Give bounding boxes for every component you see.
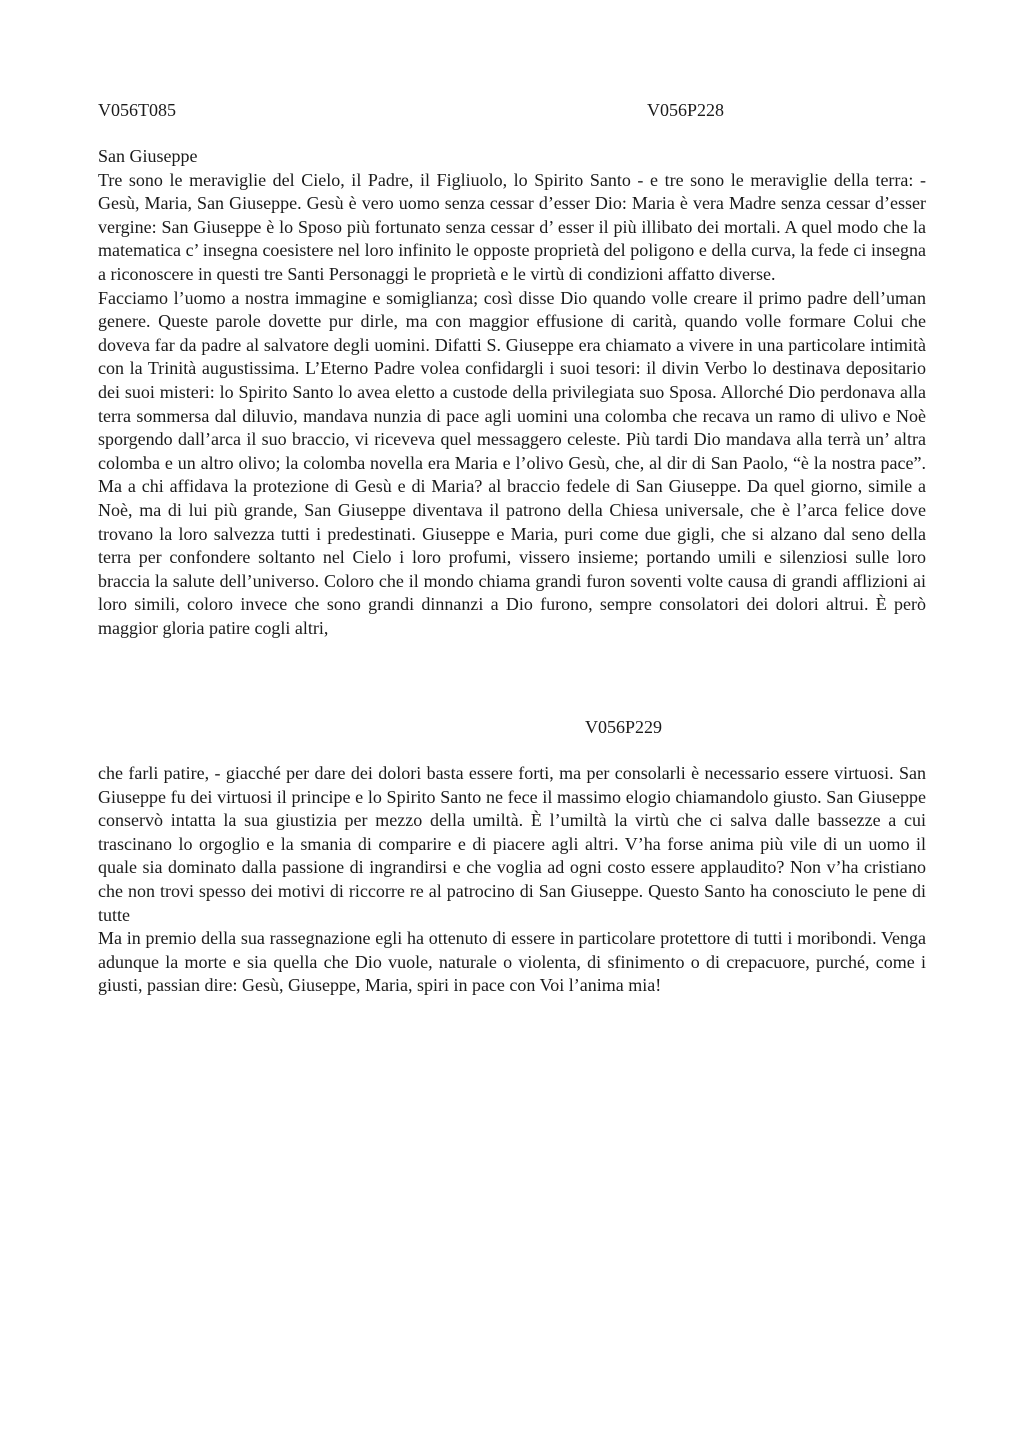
section-one: [98, 145, 926, 640]
page-code-break: V056P229: [585, 717, 663, 737]
text-code: V056T085: [98, 100, 176, 120]
paragraph: che farli patire, - giacché per dare dei dolori basta essere forti, ma per consolarli è necessario essere virtuosi. San Giuseppe fu dei virtuosi il principe e lo Spirito Santo ne fece il massimo elogio chiamandolo giusto. San Giuseppe conservò intatta la sua giustizia per mezzo della umiltà. È l’umiltà la virtù che ci salva dalle bassezze a cui trascinano lo orgoglio e la smania di comparire e di piacere agli altri. V’ha forse anima più vile di un uomo il quale sia dominato dalla passione di ingrandirsi e che voglia ad ogni costo essere applaudito? Non v’ha cristiano che non trovi spesso dei motivi di riccorre re al patrocino di San Giuseppe. Questo Santo ha conosciuto le pene di tutte: [98, 763, 926, 925]
paragraph: Facciamo l’uomo a nostra immagine e somiglianza; così disse Dio quando volle creare il primo padre dell’uman genere. Queste parole dovette pur dirle, ma con maggior effusione di carità, quando volle formare Colui che doveva far da padre al salvatore degli uomini. Difatti S. Giuseppe era chiamato a vivere in una particolare intimità con la Trinità augustissima. L’Eterno Padre volea confidargli i suoi tesori: il divin Verbo lo destinava depositario dei suoi misteri: lo Spirito Santo lo avea eletto a custode della privilegiata suo Sposa. Allorché Dio perdonava alla terra sommersa dal diluvio, mandava nunzia di pace agli uomini una colomba che recava un ramo di ulivo e Noè sporgendo dall’arca il suo braccio, vi riceveva quel messaggero celeste. Più tardi Dio mandava alla terrà un’ altra colomba e un altro olivo; la colomba novella era Maria e l’olivo Gesù, che, al dir di San Paolo, “è la nostra pace”. Ma a chi affidava la protezione di Gesù e di Maria? al braccio fedele di San Giuseppe. Da quel giorno, simile a Noè, ma di lui più grande, San Giuseppe diventava il patrono della Chiesa universale, che è l’arca felice dove trovano la loro salvezza tutti i predestinati. Giuseppe e Maria, puri come due gigli, che si alzano dal seno della terra per confondere soltanto nel Cielo i loro profumi, vissero insieme; portando umili e silenziosi sulle loro braccia la salute dell’universo. Coloro che il mondo chiama grandi furon soventi volte causa di grandi afflizioni ai loro simili, coloro invece che sono grandi dinnanzi a Dio furono, sempre consolatori dei dolori altrui. È però maggior gloria patire cogli altri,: [98, 287, 926, 638]
page-code-top: V056P228: [647, 100, 725, 120]
paragraph: Tre sono le meraviglie del Cielo, il Padre, il Figliuolo, lo Spirito Santo - e tre sono le meraviglie della terra: - Gesù, Maria, San Giuseppe. Gesù è vero uomo senza cessar d’esser Dio: Maria è vera Madre senza cessar d’esser vergine: San Giuseppe è lo Sposo più fortunato senza cessar d’ esser il più illibato dei mortali. A quel modo che la matematica c’ insegna coesistere nel loro infinito le opposte proprietà del poligono e della curva, la fede ci insegna a riconoscere in questi tre Santi Personaggi le proprietà e le virtù di condizioni affatto diverse.: [98, 169, 926, 284]
section-title: San Giuseppe: [98, 146, 198, 166]
paragraph: Ma in premio della sua rassegnazione egli ha ottenuto di essere in particolare protettore di tutti i moribondi. Venga adunque la morte e sia quella che Dio vuole, naturale o violenta, di sfinimento o di crepacuore, purché, come i giusti, passian dire: Gesù, Giuseppe, Maria, spiri in pace con Voi l’anima mia!: [98, 928, 926, 996]
section-two: [98, 762, 926, 998]
